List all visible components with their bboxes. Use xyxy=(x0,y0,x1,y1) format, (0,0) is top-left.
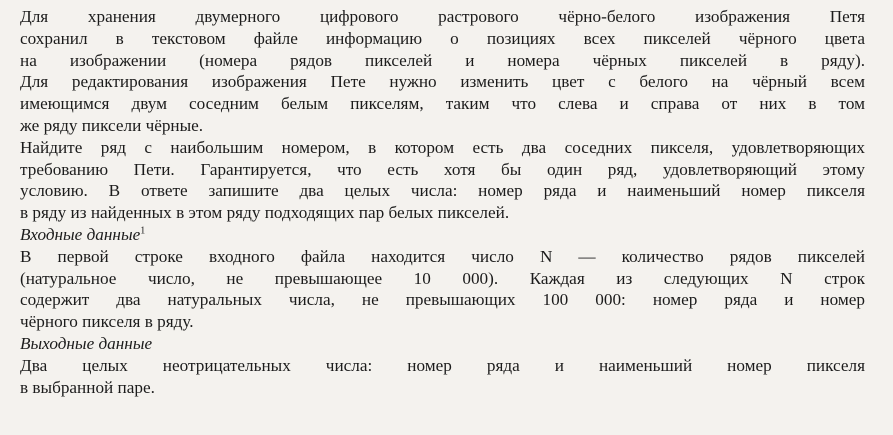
text-line: в ряду из найденных в этом ряду подходящих пар белых пикселей. xyxy=(20,203,510,223)
text-line: Для редактирования изображения Пете нужно изменить цвет с белого на чёрный всем xyxy=(20,72,865,92)
output-description xyxy=(20,355,865,399)
problem-statement xyxy=(20,6,865,137)
input-heading-text: Входные данные xyxy=(20,224,141,244)
text-line: в выбранной паре. xyxy=(20,377,155,397)
task-statement xyxy=(20,137,865,224)
text-line: же ряду пиксели чёрные. xyxy=(20,115,204,135)
text-line: Для хранения двумерного цифрового растрового чёрно-белого изображения Петя xyxy=(20,7,865,26)
text-line: В первой строке входного файла находится число N — количество рядов пикселей xyxy=(20,246,865,266)
text-line: Два целых неотрицательных числа: номер ряда и наименьший номер пикселя xyxy=(20,355,865,375)
text-line: Найдите ряд с наибольшим номером, в котором есть два соседних пикселя, удовлетворяющих xyxy=(20,137,865,157)
text-line: имеющимся двум соседним белым пикселям, таким что слева и справа от них в том xyxy=(20,94,865,114)
output-heading xyxy=(20,333,865,355)
text-line: условию. В ответе запишите два целых числа: номер ряда и наименьший номер пикселя xyxy=(20,181,865,201)
text-line: сохранил в текстовом файле информацию о позициях всех пикселей чёрного цвета xyxy=(20,28,865,48)
input-description xyxy=(20,246,865,333)
output-heading-text: Выходные данные xyxy=(20,333,153,353)
text-line: содержит два натуральных числа, не превышающих 100 000: номер ряда и номер xyxy=(20,290,865,310)
text-line: (натуральное число, не превышающее 10 000). Каждая из следующих N строк xyxy=(20,268,865,288)
footnote-mark: 1 xyxy=(140,225,146,237)
text-line: требованию Пети. Гарантируется, что есть хотя бы один ряд, удовлетворяющий этому xyxy=(20,159,865,179)
text-line: на изображении (номера рядов пикселей и номера чёрных пикселей в ряду). xyxy=(20,50,865,70)
text-line: чёрного пикселя в ряду. xyxy=(20,312,194,332)
input-heading xyxy=(20,224,865,246)
